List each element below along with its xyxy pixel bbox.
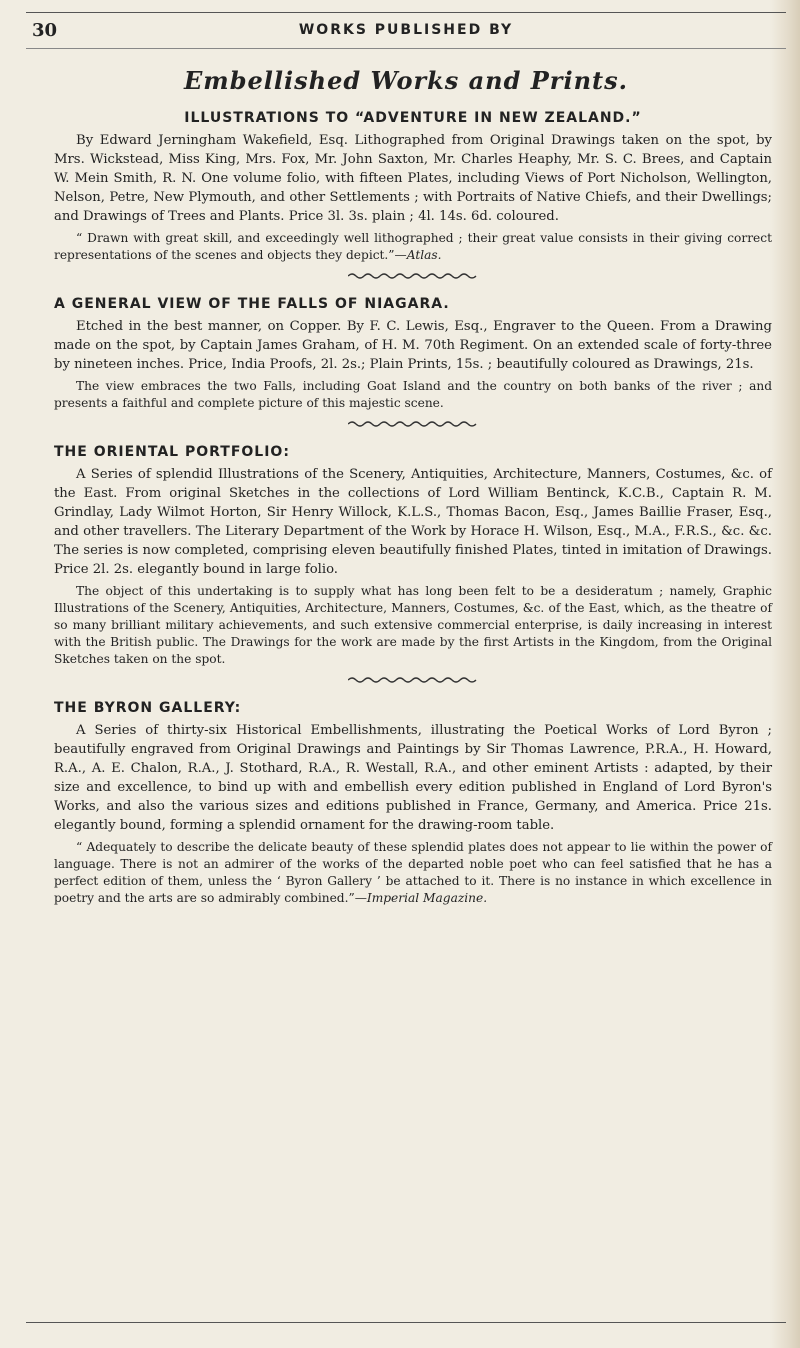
section-title: THE BYRON GALLERY:: [54, 700, 242, 716]
section-body: A Series of splendid Illustrations of the Scenery, Antiquities, Architecture, Manners, Costumes, &c. of the East. From original Sketches in the collections of Lord William Bentinck, K.C.B., Captain R. M. Grindlay, Lady Wilmot Horton, Sir Henry Willock, K.L.S., Thomas Bacon, Esq., James Baillie Fraser, Esq., and other travellers. The Literary Department of the Work by Horace H. Wilson, Esq., M.A., F.R.S., &c. &c. The series is now completed, comprising eleven beautifully finished Plates, tinted in imitation of Drawings. Price 2l. 2s. elegantly bound in large folio.: [54, 467, 772, 577]
section-new-zealand: [54, 110, 772, 280]
quote-citation: —Imperial Magazine.: [354, 891, 488, 905]
page-header: [26, 20, 786, 42]
wavy-divider: [348, 272, 478, 280]
content: [54, 110, 772, 923]
quote-text: The object of this undertaking is to supply what has long been felt to be a desideratum ; namely, Graphic Illustrations of the Scenery, Antiquities, Architecture, Manners, Costumes, &c. of the East, which, as the theatre of so many brilliant military achievements, and such extensive commercial enterprise, is daily increasing in interest with the British public. The Drawings for the work are made by the first Artists in the Kingdom, from the Original Sketches taken on the spot.: [54, 584, 772, 666]
page-number: 30: [32, 20, 58, 41]
quote-text: “ Drawn with great skill, and exceedingly well lithographed ; their great value consists in their giving correct representations of the scenes and objects they depict.”: [54, 231, 772, 262]
quote-text: “ Adequately to describe the delicate beauty of these splendid plates does not appear to lie within the power of language. There is not an admirer of the works of the departed noble poet who can feel satisfied that he has a perfect edition of them, unless the ‘ Byron Gallery ’ be attached to it. There is no instance in which excellence in poetry and the arts are so admirably combined.”: [54, 840, 772, 905]
section-body: Etched in the best manner, on Copper. By F. C. Lewis, Esq., Engraver to the Queen. From a Drawing made on the spot, by Captain James Graham, of H. M. 70th Regiment. On an extended scale of forty-three by nineteen inches. Price, India Proofs, 2l. 2s.; Plain Prints, 15s. ; beautifully coloured as Drawings, 21s.: [54, 319, 772, 372]
section-quote: [54, 839, 772, 907]
top-rule: [26, 12, 786, 13]
section-oriental-portfolio: [54, 444, 772, 684]
page: [26, 8, 772, 1340]
section-title: THE ORIENTAL PORTFOLIO:: [54, 444, 290, 460]
section-body: By Edward Jerningham Wakefield, Esq. Lithographed from Original Drawings taken on the spot, by Mrs. Wickstead, Miss King, Mrs. Fox, Mr. John Saxton, Mr. Charles Heaphy, Mr. S. C. Brees, and Captain W. Mein Smith, R. N. One volume folio, with fifteen Plates, including Views of Port Nicholson, Wellington, Nelson, Petre, New Plymouth, and other Settlements ; with Portraits of Native Chiefs, and their Dwellings; and Drawings of Trees and Plants. Price 3l. 3s. plain ; 4l. 14s. 6d. coloured.: [54, 133, 772, 224]
header-rule: [26, 48, 786, 49]
page-edge-shadow: [770, 0, 800, 1348]
section-byron-gallery: [54, 700, 772, 907]
quote-citation: —Atlas.: [394, 248, 442, 262]
section-quote: [54, 378, 772, 412]
section-title: ILLUSTRATIONS TO “ADVENTURE IN NEW ZEALAND.”: [184, 110, 642, 126]
section-niagara: [54, 296, 772, 428]
section-heading: Embellished Works and Prints.: [184, 66, 628, 95]
quote-text: The view embraces the two Falls, including Goat Island and the country on both banks of the river ; and presents a faithful and complete picture of this majestic scene.: [54, 379, 772, 410]
bottom-rule: [26, 1322, 786, 1323]
running-title: WORKS PUBLISHED BY: [298, 22, 514, 38]
section-body: A Series of thirty-six Historical Embellishments, illustrating the Poetical Works of Lord Byron ; beautifully engraved from Original Drawings and Paintings by Sir Thomas Lawrence, P.R.A., H. Howard, R.A., A. E. Chalon, R.A., J. Stothard, R.A., R. Westall, R.A., and other eminent Artists : adapted, by their size and excellence, to bind up with and embellish every edition published in England of Lord Byron's Works, and also the various sizes and editions published in France, Germany, and America. Price 21s. elegantly bound, forming a splendid ornament for the drawing-room table.: [54, 723, 772, 833]
section-title: A GENERAL VIEW OF THE FALLS OF NIAGARA.: [54, 296, 450, 312]
section-quote: [54, 230, 772, 264]
wavy-divider: [348, 676, 478, 684]
wavy-divider: [348, 420, 478, 428]
section-quote: [54, 583, 772, 668]
